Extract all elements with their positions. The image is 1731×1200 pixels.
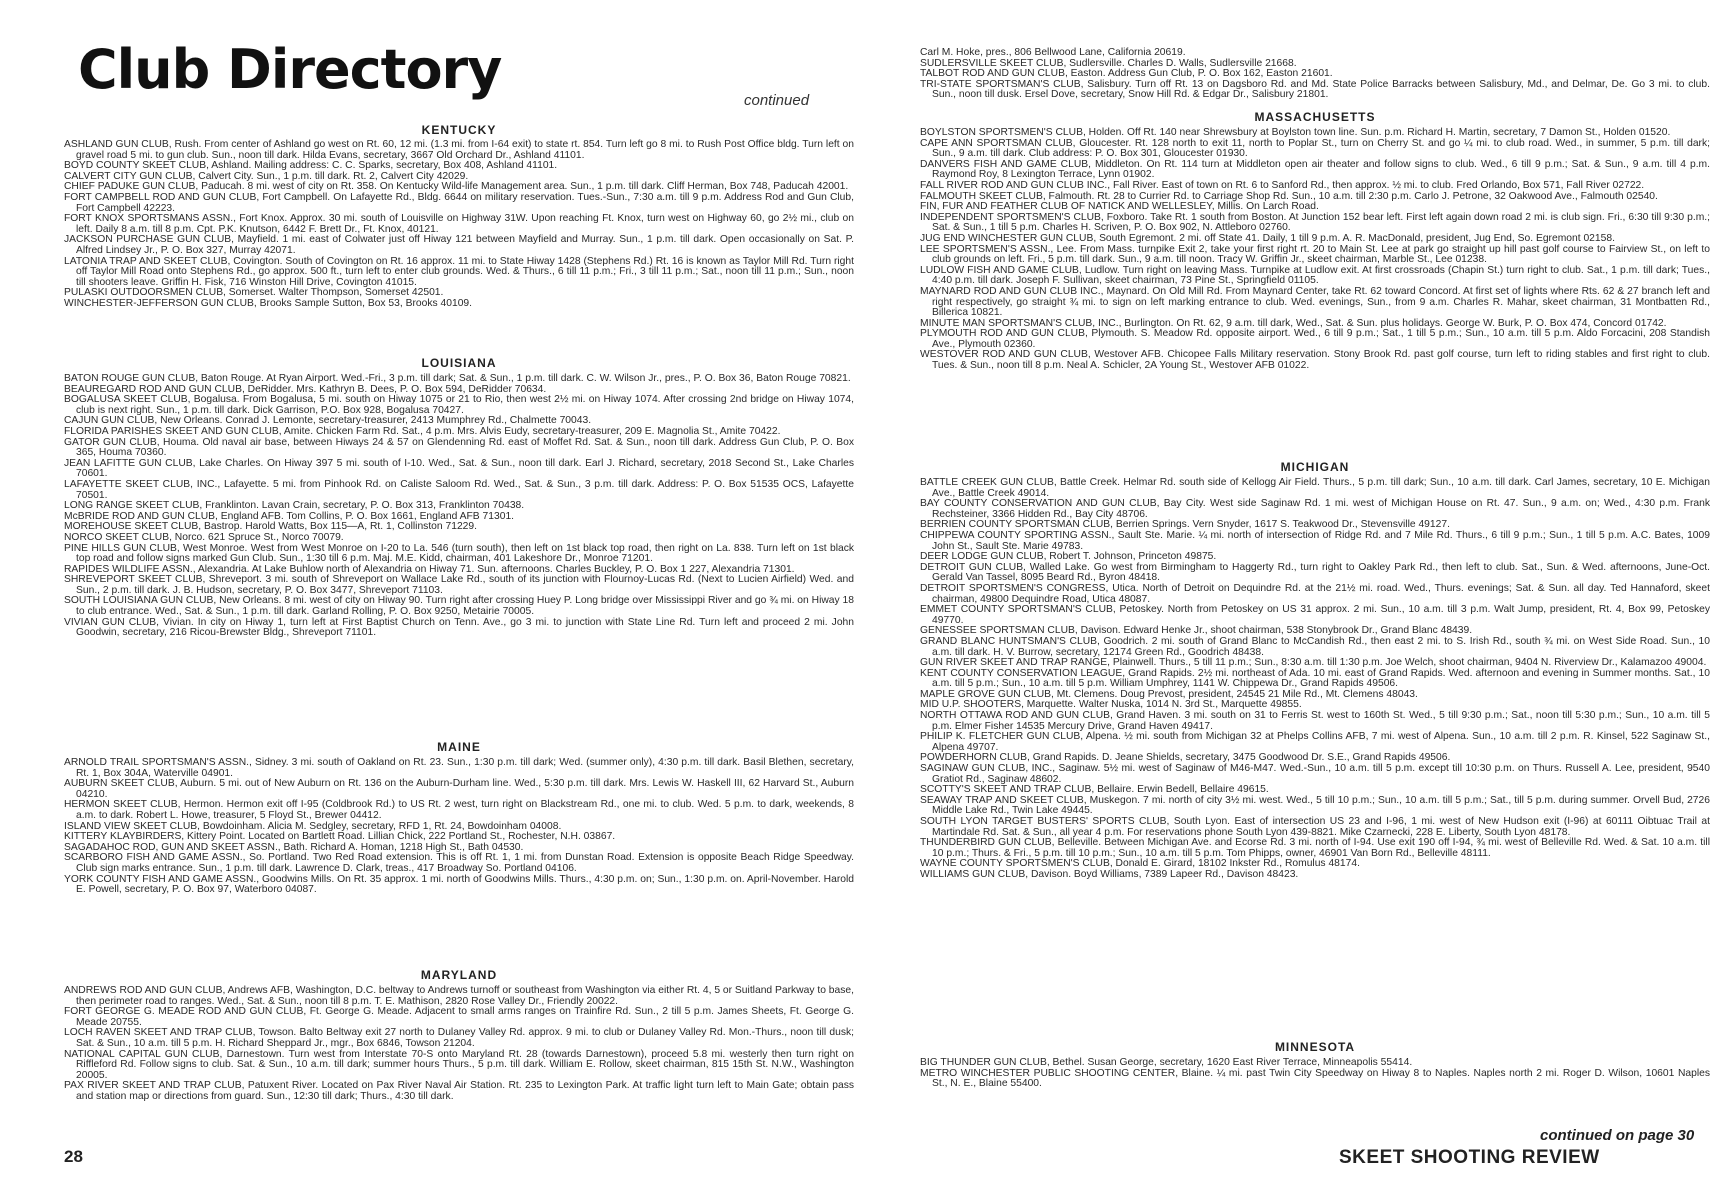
club-entry: BOGALUSA SKEET CLUB, Bogalusa. From Bogalusa, 5 mi. south on Hiway 1075 or 21 to Rio, then west 2½ mi. on Hiway 1074. After crossing 2nd bridge on Hiway 1074, club is next right. Sun., 1 p.m. till dark. Dick Garrison, P.O. Box 928, Bogalusa 70427. xyxy=(64,394,854,416)
entries-maine xyxy=(64,758,854,896)
club-entry: WINCHESTER-JEFFERSON GUN CLUB, Brooks Sample Sutton, Box 53, Brooks 40109. xyxy=(64,297,473,309)
club-entry: FALMOUTH SKEET CLUB, Falmouth. Rt. 28 to Currier Rd. to Carriage Shop Rd. Sun., 10 a.m. till 2:30 p.m. Carlo J. Petrone, 32 Oakwood Ave., Falmouth 02540. xyxy=(920,190,1658,202)
club-entry: JEAN LAFITTE GUN CLUB, Lake Charles. On Hiway 397 5 mi. south of I-10. Wed., Sat. & Sun., noon till dark. Earl J. Richard, secretary, 2018 Second St., Lake Charles 70601. xyxy=(64,457,854,480)
club-entry: BAY COUNTY CONSERVATION AND GUN CLUB, Bay City. West side Saginaw Rd. 1 mi. west of Michigan House on Rt. 47. Sun., 9 a.m. on; Wed., 4:30 p.m. Frank Rechsteiner, 3366 Hidden Rd., Bay City 48706. xyxy=(920,498,1710,520)
club-entry: TALBOT ROD AND GUN CLUB, Easton. Address Gun Club, P. O. Box 162, Easton 21601. xyxy=(920,68,1333,80)
entries-michigan xyxy=(920,478,1710,881)
entries-maryland-continued xyxy=(920,48,1710,101)
club-entry: MAPLE GROVE GUN CLUB, Mt. Clemens. Doug Prevost, president, 24545 21 Mile Rd., Mt. Clemens 48043. xyxy=(920,688,1418,700)
club-entry: HERMON SKEET CLUB, Hermon. Hermon exit off I-95 (Coldbrook Rd.) to US Rt. 2 west, turn right on Blackstream Rd., one mi. to club. Wed. 5 p.m. to dark, weekends, 8 a.m. to dark. Robert L. Howe, treasurer, 5 Floyd St., Brewer 04412. xyxy=(64,799,854,821)
club-entry: NORTH OTTAWA ROD AND GUN CLUB, Grand Haven. 3 mi. south on 31 to Ferris St. west to 160th St. Wed., 5 till 9:30 p.m.; Sat., noon till 5:30 p.m.; Sun., 10 a.m. till 5 p.m. Elmer Fisher 14535 Mercury Drive, Grand Haven 49417. xyxy=(920,710,1710,732)
club-entry: THUNDERBIRD GUN CLUB, Belleville. Between Michigan Ave. and Ecorse Rd. 3 mi. north of I-94. Use exit 190 off I-94, ¾ mi. west of Belleville Rd. Wed. & Sat. 10 a.m. till 10 p.m.; Thurs. & Fri., 5 p.m. till 10 p.m.; Sun., 10 a.m. till 5 p.m. Tom Phipps, owner, 46901 Van Born Rd., Belleville 48111. xyxy=(920,837,1710,859)
club-entry: SEAWAY TRAP AND SKEET CLUB, Muskegon. 7 mi. north of city 3½ mi. west. Wed., 5 till 10 p.m.; Sun., 10 a.m. till 5 p.m.; Sat., till 5 p.m. during summer. Orvell Bud, 2726 Middle Lake Rd., Twin Lake 49445. xyxy=(920,794,1710,817)
section-heading-maine: MAINE xyxy=(437,740,481,754)
club-entry: INDEPENDENT SPORTSMEN'S CLUB, Foxboro. Take Rt. 1 south from Boston. At Junction 152 bear left. First left again down road 2 mi. is club sign. Fri., 6:30 till 9:30 p.m.; Sat. & Sun., 1 till 5 p.m. Charles H. Scriven, P. O. Box 902, N. Attleboro 02760. xyxy=(920,211,1710,234)
club-entry: SCOTTY'S SKEET AND TRAP CLUB, Bellaire. Erwin Bedell, Bellaire 49615. xyxy=(920,784,1269,796)
club-entry: FORT GEORGE G. MEADE ROD AND GUN CLUB, Ft. George G. Meade. Adjacent to small arms ranges on Trainfire Rd. Sun., 2 till 5 p.m. James Sheets, Ft. George G. Meade 20755. xyxy=(64,1006,854,1028)
section-heading-michigan: MICHIGAN xyxy=(1280,460,1350,474)
club-entry: ASHLAND GUN CLUB, Rush. From center of Ashland go west on Rt. 60, 12 mi. (1.3 mi. from I-64 exit) to state rt. 854. Turn left go 8 mi. to Rush Post Office bldg. Turn left on gravel road 5 mi. to gun club. Sun., noon till dark. Hilda Evans, secretary, 3667 Old Orchard Dr., Ashland 41101. xyxy=(64,139,854,161)
entries-kentucky xyxy=(64,140,854,310)
club-entry: BOYD COUNTY SKEET CLUB, Ashland. Mailing address: C. C. Sparks, secretary, Box 408, Ashland 41101. xyxy=(64,160,558,172)
club-entry: DETROIT SPORTSMEN'S CONGRESS, Utica. North of Detroit on Dequindre Rd. at the 21½ mi. road. Wed., Thurs. evenings; Sat. & Sun. all day. Ted Hannaford, skeet chairman, 49800 Dequindre Road, Utica 48087. xyxy=(920,582,1710,605)
section-heading-kentucky: KENTUCKY xyxy=(421,123,497,137)
publication-title: SKEET SHOOTING REVIEW xyxy=(1339,1147,1600,1168)
club-entry: NORCO SKEET CLUB, Norco. 621 Spruce St., Norco 70079. xyxy=(64,531,344,543)
club-entry: FORT KNOX SPORTSMANS ASSN., Fort Knox. Approx. 30 mi. south of Louisville on Highway 31W. Upon reaching Ft. Knox, turn west on Highway 60, go 2½ mi., club on left. Daily 8 a.m. till 8 p.m. Cpt. P.K. Knutson, 6442 F. Brett Dr., Ft. Knox, 40121. xyxy=(64,213,854,235)
club-entry: JACKSON PURCHASE GUN CLUB, Mayfield. 1 mi. east of Colwater just off Hiway 121 between Mayfield and Murray. Sun., 1 p.m. till dark. Open occasionally on Sat. P. Alfred Lindsey Jr., P. O. Box 327, Murray 42071. xyxy=(64,234,854,256)
section-heading-massachusetts: MASSACHUSETTS xyxy=(1254,110,1376,124)
section-heading-maryland: MARYLAND xyxy=(420,968,498,982)
club-entry: BATTLE CREEK GUN CLUB, Battle Creek. Helmar Rd. south side of Kellogg Air Field. Thurs., 5 p.m. till dark; Sun., 10 a.m. till dark. Carl James, secretary, 10 E. Michigan Ave., Battle Creek 49014. xyxy=(920,477,1710,499)
continued-on-page-label: continued on page 30 xyxy=(1540,1127,1695,1144)
club-entry: NATIONAL CAPITAL GUN CLUB, Darnestown. Turn west from Interstate 70-S onto Maryland Rt. 28 (towards Darnestown), proceed 5.8 mi. westerly then turn right on Riffleford Rd. Follow signs to club. Sat. & Sun., 10 a.m. till dark; summer hours Thurs., 5 p.m. till dark. William E. Rollow, skeet chairman, 815 15th St. N.W., Washington 20005. xyxy=(64,1048,854,1081)
entries-massachusetts xyxy=(920,128,1710,372)
entries-minnesota xyxy=(920,1058,1710,1090)
club-entry: DEER LODGE GUN CLUB, Robert T. Johnson, Princeton 49875. xyxy=(920,551,1217,563)
club-entry: PLYMOUTH ROD AND GUN CLUB, Plymouth. S. Meadow Rd. opposite airport. Wed., 6 till 9 p.m.; Sat., 1 till 5 p.m.; Sun., 10 a.m. till 5 p.m. Aldo Forcacini, 208 Standish Ave., Plymouth 02360. xyxy=(920,328,1710,350)
club-entry: LOCH RAVEN SKEET AND TRAP CLUB, Towson. Balto Beltway exit 27 north to Dulaney Valley Rd. approx. 9 mi. to club or Dulaney Valley Rd. Mon.-Thurs., noon till dusk; Sat. & Sun., 10 a.m. till 5 p.m. H. Richard Sheppard Jr., mgr., Box 6846, Towson 21204. xyxy=(64,1027,854,1049)
entries-maryland xyxy=(64,986,854,1103)
club-entry: SCARBORO FISH AND GAME ASSN., So. Portland. Two Red Road extension. This is off Rt. 1, 1 mi. from Dunstan Road. Extension is opposite Beach Ridge Speedway. Club sign marks entrance. Sun., 1 p.m. till dark. Lawrence D. Clark, treas., 417 Broadway So. Portland 04106. xyxy=(64,852,854,874)
club-entry: GUN RIVER SKEET AND TRAP RANGE, Plainwell. Thurs., 5 till 11 p.m.; Sun., 8:30 a.m. till 1:30 p.m. Joe Welch, shoot chairman, 9404 N. Riverview Dr., Kalamazoo 49004. xyxy=(920,657,1707,669)
club-entry: POWDERHORN CLUB, Grand Rapids. D. Jeane Shields, secretary, 3475 Goodwood Dr. S.E., Grand Rapids 49506. xyxy=(920,752,1451,764)
club-entry: MAYNARD ROD AND GUN CLUB INC., Maynard. On Old Mill Rd. From Maynard Center, take Rt. 62 toward Concord. At first set of lights where Rts. 62 & 27 branch left and right respectively, go straight ¾ mi. to sign on left marking entrance to club. Wed. evenings, Sun., from 9 a.m. Charles R. Mahar, skeet chairman, 31 Montbatten Rd., Billerica 10821. xyxy=(920,285,1710,319)
club-entry: CHIEF PADUKE GUN CLUB, Paducah. 8 mi. west of city on Rt. 358. On Kentucky Wild-life Management area. Sun., 1 p.m. till dark. Cliff Herman, Box 748, Paducah 42001. xyxy=(64,181,849,193)
club-entry: McBRIDE ROD AND GUN CLUB, England AFB. Tom Collins, P. O. Box 1661, England AFB 71301. xyxy=(64,510,515,522)
club-entry: BIG THUNDER GUN CLUB, Bethel. Susan George, secretary, 1620 East River Terrace, Minneapolis 55414. xyxy=(920,1057,1413,1068)
club-entry: JUG END WINCHESTER GUN CLUB, South Egremont. 2 mi. off State 41. Daily, 1 till 9 p.m. A. R. MacDonald, president, Jug End, So. Egremont 02158. xyxy=(920,232,1615,244)
club-entry: GENESSEE SPORTSMAN CLUB, Davison. Edward Henke Jr., shoot chairman, 538 Stonybrook Dr., Grand Blanc 48439. xyxy=(920,625,1473,637)
club-entry: MINUTE MAN SPORTSMAN'S CLUB, INC., Burlington. On Rt. 62, 9 a.m. till dark, Wed., Sat. & Sun. plus holidays. George W. Burk, P. O. Box 474, Concord 01742. xyxy=(920,317,1667,329)
club-entry: METRO WINCHESTER PUBLIC SHOOTING CENTER, Blaine. ¼ mi. past Twin City Speedway on Hiway 8 to Naples. Naples north 2 mi. Roger D. Wilson, 10601 Naples St., N. E., Blaine 55400. xyxy=(920,1067,1710,1090)
club-entry: CAJUN GUN CLUB, New Orleans. Conrad J. Lemonte, secretary-treasurer, 2413 Mumphrey Rd., Chalmette 70043. xyxy=(64,415,592,427)
club-entry: GRAND BLANC HUNTSMAN'S CLUB, Goodrich. 2 mi. south of Grand Blanc to McCandish Rd., then east 2 mi. to S. Irish Rd., south ¾ mi. on West Side Road. Sun., 10 a.m. till dark. H. V. Burrow, secretary, 12174 Green Rd., Goodrich 48438. xyxy=(920,635,1710,658)
club-entry: YORK COUNTY FISH AND GAME ASSN., Goodwins Mills. On Rt. 35 approx. 1 mi. north of Goodwins Mills. Thurs., 4:30 p.m. on; Sun., 1:30 p.m. on. April-November. Harold E. Powell, secretary, P. O. Box 97, Waterboro 04087. xyxy=(64,873,854,896)
club-entry: WILLIAMS GUN CLUB, Davison. Boyd Williams, 7389 Lapeer Rd., Davison 48423. xyxy=(920,868,1299,880)
club-entry: PHILIP K. FLETCHER GUN CLUB, Alpena. ½ mi. south from Michigan 32 at Phelps Collins AFB, 7 mi. west of Alpena. Sun., 10 a.m. till 2 p.m. R. Kinsel, 522 Saginaw St., Alpena 49707. xyxy=(920,731,1710,753)
club-entry: ARNOLD TRAIL SPORTSMAN'S ASSN., Sidney. 3 mi. south of Oakland on Rt. 23. Sun., 1:30 p.m. till dark; Wed. (summer only), 4:30 p.m. till dark. Basil Blethen, secretary, Rt. 1, Box 304A, Waterville 04901. xyxy=(64,757,854,779)
club-entry: EMMET COUNTY SPORTSMAN'S CLUB, Petoskey. North from Petoskey on US 31 approx. 2 mi. Sun., 10 a.m. till 3 p.m. Walt Jump, president, Rt. 4, Box 99, Petoskey 49770. xyxy=(920,604,1710,626)
club-entry: FIN, FUR AND FEATHER CLUB OF NATICK AND WELLESLEY, Millis. On Larch Road. xyxy=(920,201,1319,213)
club-entry: CAPE ANN SPORTSMAN CLUB, Gloucester. Rt. 128 north to exit 11, north to Poplar St., turn on Cherry St. and go ¼ mi. to club road. Wed., in summer, 5 p.m. till dark; Sun., 9 a.m. till dark. Club address: P. O. Box 301, Gloucester 01930. xyxy=(920,137,1710,160)
club-entry: SAGADAHOC ROD, GUN AND SKEET ASSN., Bath. Richard A. Homan, 1218 High St., Bath 04530. xyxy=(64,841,524,853)
section-heading-louisiana: LOUISIANA xyxy=(421,356,497,370)
club-entry: VIVIAN GUN CLUB, Vivian. In city on Hiway 1, turn left at First Baptist Church on Tenn. Ave., go 3 mi. to junction with State Line Rd. Turn left and proceed 2 mi. John Goodwin, secretary, 216 Ricou-Brewster Bldg., Shreveport 71101. xyxy=(64,616,854,639)
club-entry: CALVERT CITY GUN CLUB, Calvert City. Sun., 1 p.m. till dark. Rt. 2, Calvert City 42029. xyxy=(64,170,469,182)
club-entry: SUDLERSVILLE SKEET CLUB, Sudlersville. Charles D. Walls, Sudlersville 21668. xyxy=(920,57,1297,69)
club-entry: GATOR GUN CLUB, Houma. Old naval air base, between Hiways 24 & 57 on Glendenning Rd. east of Moffet Rd. Sat. & Sun., noon till dark. Address Gun Club, P. O. Box 365, Houma 70360. xyxy=(64,436,854,459)
club-entry: AUBURN SKEET CLUB, Auburn. 5 mi. out of New Auburn on Rt. 136 on the Auburn-Durham line. Wed., 5:30 p.m. till dark. Mrs. Lewis W. Haskell III, 62 Harvard St., Auburn 04210. xyxy=(64,778,854,800)
club-entry: KITTERY KLAYBIRDERS, Kittery Point. Located on Bartlett Road. Lillian Chick, 222 Portland St., Rochester, N.H. 03867. xyxy=(64,831,616,843)
club-entry: LATONIA TRAP AND SKEET CLUB, Covington. South of Covington on Rt. 16 approx. 11 mi. to State Hiway 1428 (Stephens Rd.) Rt. 16 is known as Taylor Mill Rd. Turn right off Taylor Mill Road onto Stephens Rd., go approx. 500 ft., turn left to enter club grounds. Wed. & Thurs., 6 till 11 p.m.; Fri., 3 till 11 p.m.; Sat., noon till 11 p.m.; Sun., noon till shooters leave. Griffin H. Fisk, 716 Winston Hill Drive, Covington 41015. xyxy=(64,255,854,288)
club-entry: PULASKI OUTDOORSMEN CLUB, Somerset. Walter Thompson, Somerset 42501. xyxy=(64,287,444,299)
club-entry: FLORIDA PARISHES SKEET AND GUN CLUB, Amite. Chicken Farm Rd. Sat., 4 p.m. Mrs. Alvis Eudy, secretary-treasurer, 209 E. Magnolia St., Amite 70422. xyxy=(64,425,781,437)
page-number: 28 xyxy=(64,1147,83,1166)
club-entry: MOREHOUSE SKEET CLUB, Bastrop. Harold Watts, Box 115—A, Rt. 1, Collinston 71229. xyxy=(64,521,477,533)
section-heading-minnesota: MINNESOTA xyxy=(1274,1040,1356,1054)
club-entry: BERRIEN COUNTY SPORTSMAN CLUB, Berrien Springs. Vern Snyder, 1617 S. Teakwood Dr., Stevensville 49127. xyxy=(920,519,1450,531)
club-entry: SOUTH LYON TARGET BUSTERS' SPORTS CLUB, South Lyon. East of intersection US 23 and I-96, 1 mi. west of New Hudson exit (I-96) at 60111 Oibtuac Trail at Martindale Rd. Sat. & Sun., all year 4 p.m. For reservations phone South Lyon 439-8821. Mike Czarnecki, 228 E. Liberty, South Lyon 48178. xyxy=(920,816,1710,838)
club-entry: DETROIT GUN CLUB, Walled Lake. Go west from Birmingham to Haggerty Rd., turn right to Oakley Park Rd., then left to club. Sat., Sun. & Wed. afternoons, June-Oct. Gerald Van Tassel, 8095 Beard Rd., Byron 48418. xyxy=(920,561,1710,584)
club-entry: WESTOVER ROD AND GUN CLUB, Westover AFB. Chicopee Falls Military reservation. Stony Brook Rd. past golf course, turn left to riding stables and first right to club. Tues. & Sun., noon till 8 p.m. Neal A. Schicler, 2A Young St., Westover AFB 01022. xyxy=(920,349,1710,372)
club-entry: PINE HILLS GUN CLUB, West Monroe. West from West Monroe on I-20 to La. 546 (turn south), then left on 1st black top road, then right on La. 838. Turn left on 1st black top road and follow signs marked Gun Club. Sun., 1:30 till 6 p.m. Maj. M.E. Kidd, chairman, 401 Lakeshore Dr., Monroe 71201. xyxy=(64,542,854,565)
club-entry: MID U.P. SHOOTERS, Marquette. Walter Nuska, 1014 N. 3rd St., Marquette 49855. xyxy=(920,699,1302,711)
club-entry: LONG RANGE SKEET CLUB, Franklinton. Lavan Crain, secretary, P. O. Box 313, Franklinton 70438. xyxy=(64,500,525,512)
club-entry: RAPIDES WILDLIFE ASSN., Alexandria. At Lake Buhlow north of Alexandria on Hiway 71. Sun. afternoons. Charles Buckley, P. O. Box 1 227, Alexandria 71301. xyxy=(64,563,795,575)
club-entry: ANDREWS ROD AND GUN CLUB, Andrews AFB, Washington, D.C. beltway to Andrews turnoff or southeast from Washington via either Rt. 4, 5 or Suitland Parkway to base, then perimeter road to ranges. Wed., Sat. & Sun., noon till 8 p.m. T. E. Mathison, 2820 Rose Valley Dr., Friendly 20022. xyxy=(64,985,854,1007)
club-entry: SOUTH LOUISIANA GUN CLUB, New Orleans. 8 mi. west of city on Hiway 90. Turn right after crossing Huey P. Long bridge over Mississippi River and go ¾ mi. on Hiway 18 to club entrance. Wed., Sat. & Sun., 1 p.m. till dark. Garland Rolling, P. O. Box 9250, Metairie 70005. xyxy=(64,595,854,618)
club-entry: TRI-STATE SPORTSMAN'S CLUB, Salisbury. Turn off Rt. 13 on Dagsboro Rd. and Md. State Police Barracks between Salisbury, Md., and Delmar, De. Go 3 mi. to club. Sun., noon till dusk. Ersel Dove, secretary, Snow Hill Rd. & Edgar Dr., Salisbury 21801. xyxy=(920,78,1710,101)
club-entry: DANVERS FISH AND GAME CLUB, Middleton. On Rt. 114 turn at Middleton open air theater and follow signs to club. Wed., 6 till 9 p.m.; Sat. & Sun., 9 a.m. till 4 p.m. Raymond Roy, 8 Lexington Terrace, Lynn 01902. xyxy=(920,158,1710,181)
page-title: Club Directory xyxy=(78,38,502,101)
club-entry: ISLAND VIEW SKEET CLUB, Bowdoinham. Alicia M. Sedgley, secretary, RFD 1, Rt. 24, Bowdoinham 04008. xyxy=(64,820,562,832)
club-entry: WAYNE COUNTY SPORTSMEN'S CLUB, Donald E. Girard, 18102 Inkster Rd., Romulus 48174. xyxy=(920,858,1360,870)
club-entry: PAX RIVER SKEET AND TRAP CLUB, Patuxent River. Located on Pax River Naval Air Station. Rt. 235 to Lexington Park. At traffic light turn left to Main Gate; obtain pass and station map or directions from guard. Sun., 12:30 till dark; Thurs., 4:30 till dark. xyxy=(64,1080,854,1102)
club-entry: LEE SPORTSMEN'S ASSN., Lee. From Mass. turnpike Exit 2, take your first right rt. 20 to Main St. Lee at park go straight up hill past golf course to Fairview St., on left to club grounds on left. Fri., 5 p.m. till dark. Sun., 9 a.m. till noon. Tracy W. Griffin Jr., skeet chairman, Marble St., Lee 01238. xyxy=(920,243,1710,266)
club-entry: KENT COUNTY CONSERVATION LEAGUE, Grand Rapids. 2½ mi. northeast of Ada. 10 mi. east of Grand Rapids. Wed. afternoon and evening in Summer months. Sat., 10 a.m. till 5 p.m.; Sun., 10 a.m. till 5 p.m. William Umphrey, 1141 W. Chippewa Dr., Grand Rapids 49506. xyxy=(920,667,1710,690)
club-entry: BOYLSTON SPORTSMEN'S CLUB, Holden. Off Rt. 140 near Shrewsbury at Boylston town line. Sun. p.m. Richard H. Martin, secretary, 7 Damon St., Holden 01520. xyxy=(920,127,1671,138)
club-entry: Carl M. Hoke, pres., 806 Bellwood Lane, California 20619. xyxy=(920,47,1186,58)
club-entry: SHREVEPORT SKEET CLUB, Shreveport. 3 mi. south of Shreveport on Wallace Lake Rd., south of its junction with Flournoy-Lucas Rd. (Next to Lucien Airfield) Wed. and Sun., 2 p.m. till dark. J. B. Hudson, secretary, P. O. Box 3477, Shreveport 71103. xyxy=(64,574,854,596)
club-entry: LUDLOW FISH AND GAME CLUB, Ludlow. Turn right on leaving Mass. Turnpike at Ludlow exit. At first crossroads (Chapin St.) turn right to club. Sat., 1 p.m. till dark; Tues., 4:40 p.m. till dark. Joseph F. Sullivan, skeet chairman, 73 Pine St., Springfield 01105. xyxy=(920,264,1710,287)
club-entry: CHIPPEWA COUNTY SPORTING ASSN., Sault Ste. Marie. ¼ mi. north of intersection of Ridge Rd. and 7 Mile Rd. Thurs., 6 till 9 p.m.; Sun., 1 till 5 p.m. A.C. Bates, 1009 John St., Sault Ste. Marie 49783. xyxy=(920,529,1710,552)
club-entry: BATON ROUGE GUN CLUB, Baton Rouge. At Ryan Airport. Wed.-Fri., 3 p.m. till dark; Sat. & Sun., 1 p.m. till dark. C. W. Wilson Jr., pres., P. O. Box 36, Baton Rouge 70821. xyxy=(64,373,851,384)
club-entry: BEAUREGARD ROD AND GUN CLUB, DeRidder. Mrs. Kathryn B. Dees, P. O. Box 594, DeRidder 70634. xyxy=(64,383,547,395)
continued-label: continued xyxy=(744,92,810,109)
club-entry: FALL RIVER ROD AND GUN CLUB INC., Fall River. East of town on Rt. 6 to Sanford Rd., then approx. ½ mi. to club. Fred Orlando, Box 571, Fall River 02722. xyxy=(920,179,1645,191)
club-entry: SAGINAW GUN CLUB, INC., Saginaw. 5½ mi. west of Saginaw of M46-M47. Wed.-Sun., 10 a.m. till 5 p.m. except till 10:30 p.m. on Thurs. Russell A. Lee, president, 9540 Gratiot Rd., Saginaw 48602. xyxy=(920,763,1710,785)
entries-louisiana xyxy=(64,374,854,639)
club-entry: FORT CAMPBELL ROD AND GUN CLUB, Fort Campbell. On Lafayette Rd., Bldg. 6644 on military reservation. Tues.-Sun., 7:30 a.m. till 9 p.m. Address Rod and Gun Club, Fort Campbell 42223. xyxy=(64,191,854,214)
club-entry: LAFAYETTE SKEET CLUB, INC., Lafayette. 5 mi. from Pinhook Rd. on Caliste Saloom Rd. Wed., Sat. & Sun., 3 p.m. till dark. Address: P. O. Box 51535 OCS, Lafayette 70501. xyxy=(64,478,854,501)
